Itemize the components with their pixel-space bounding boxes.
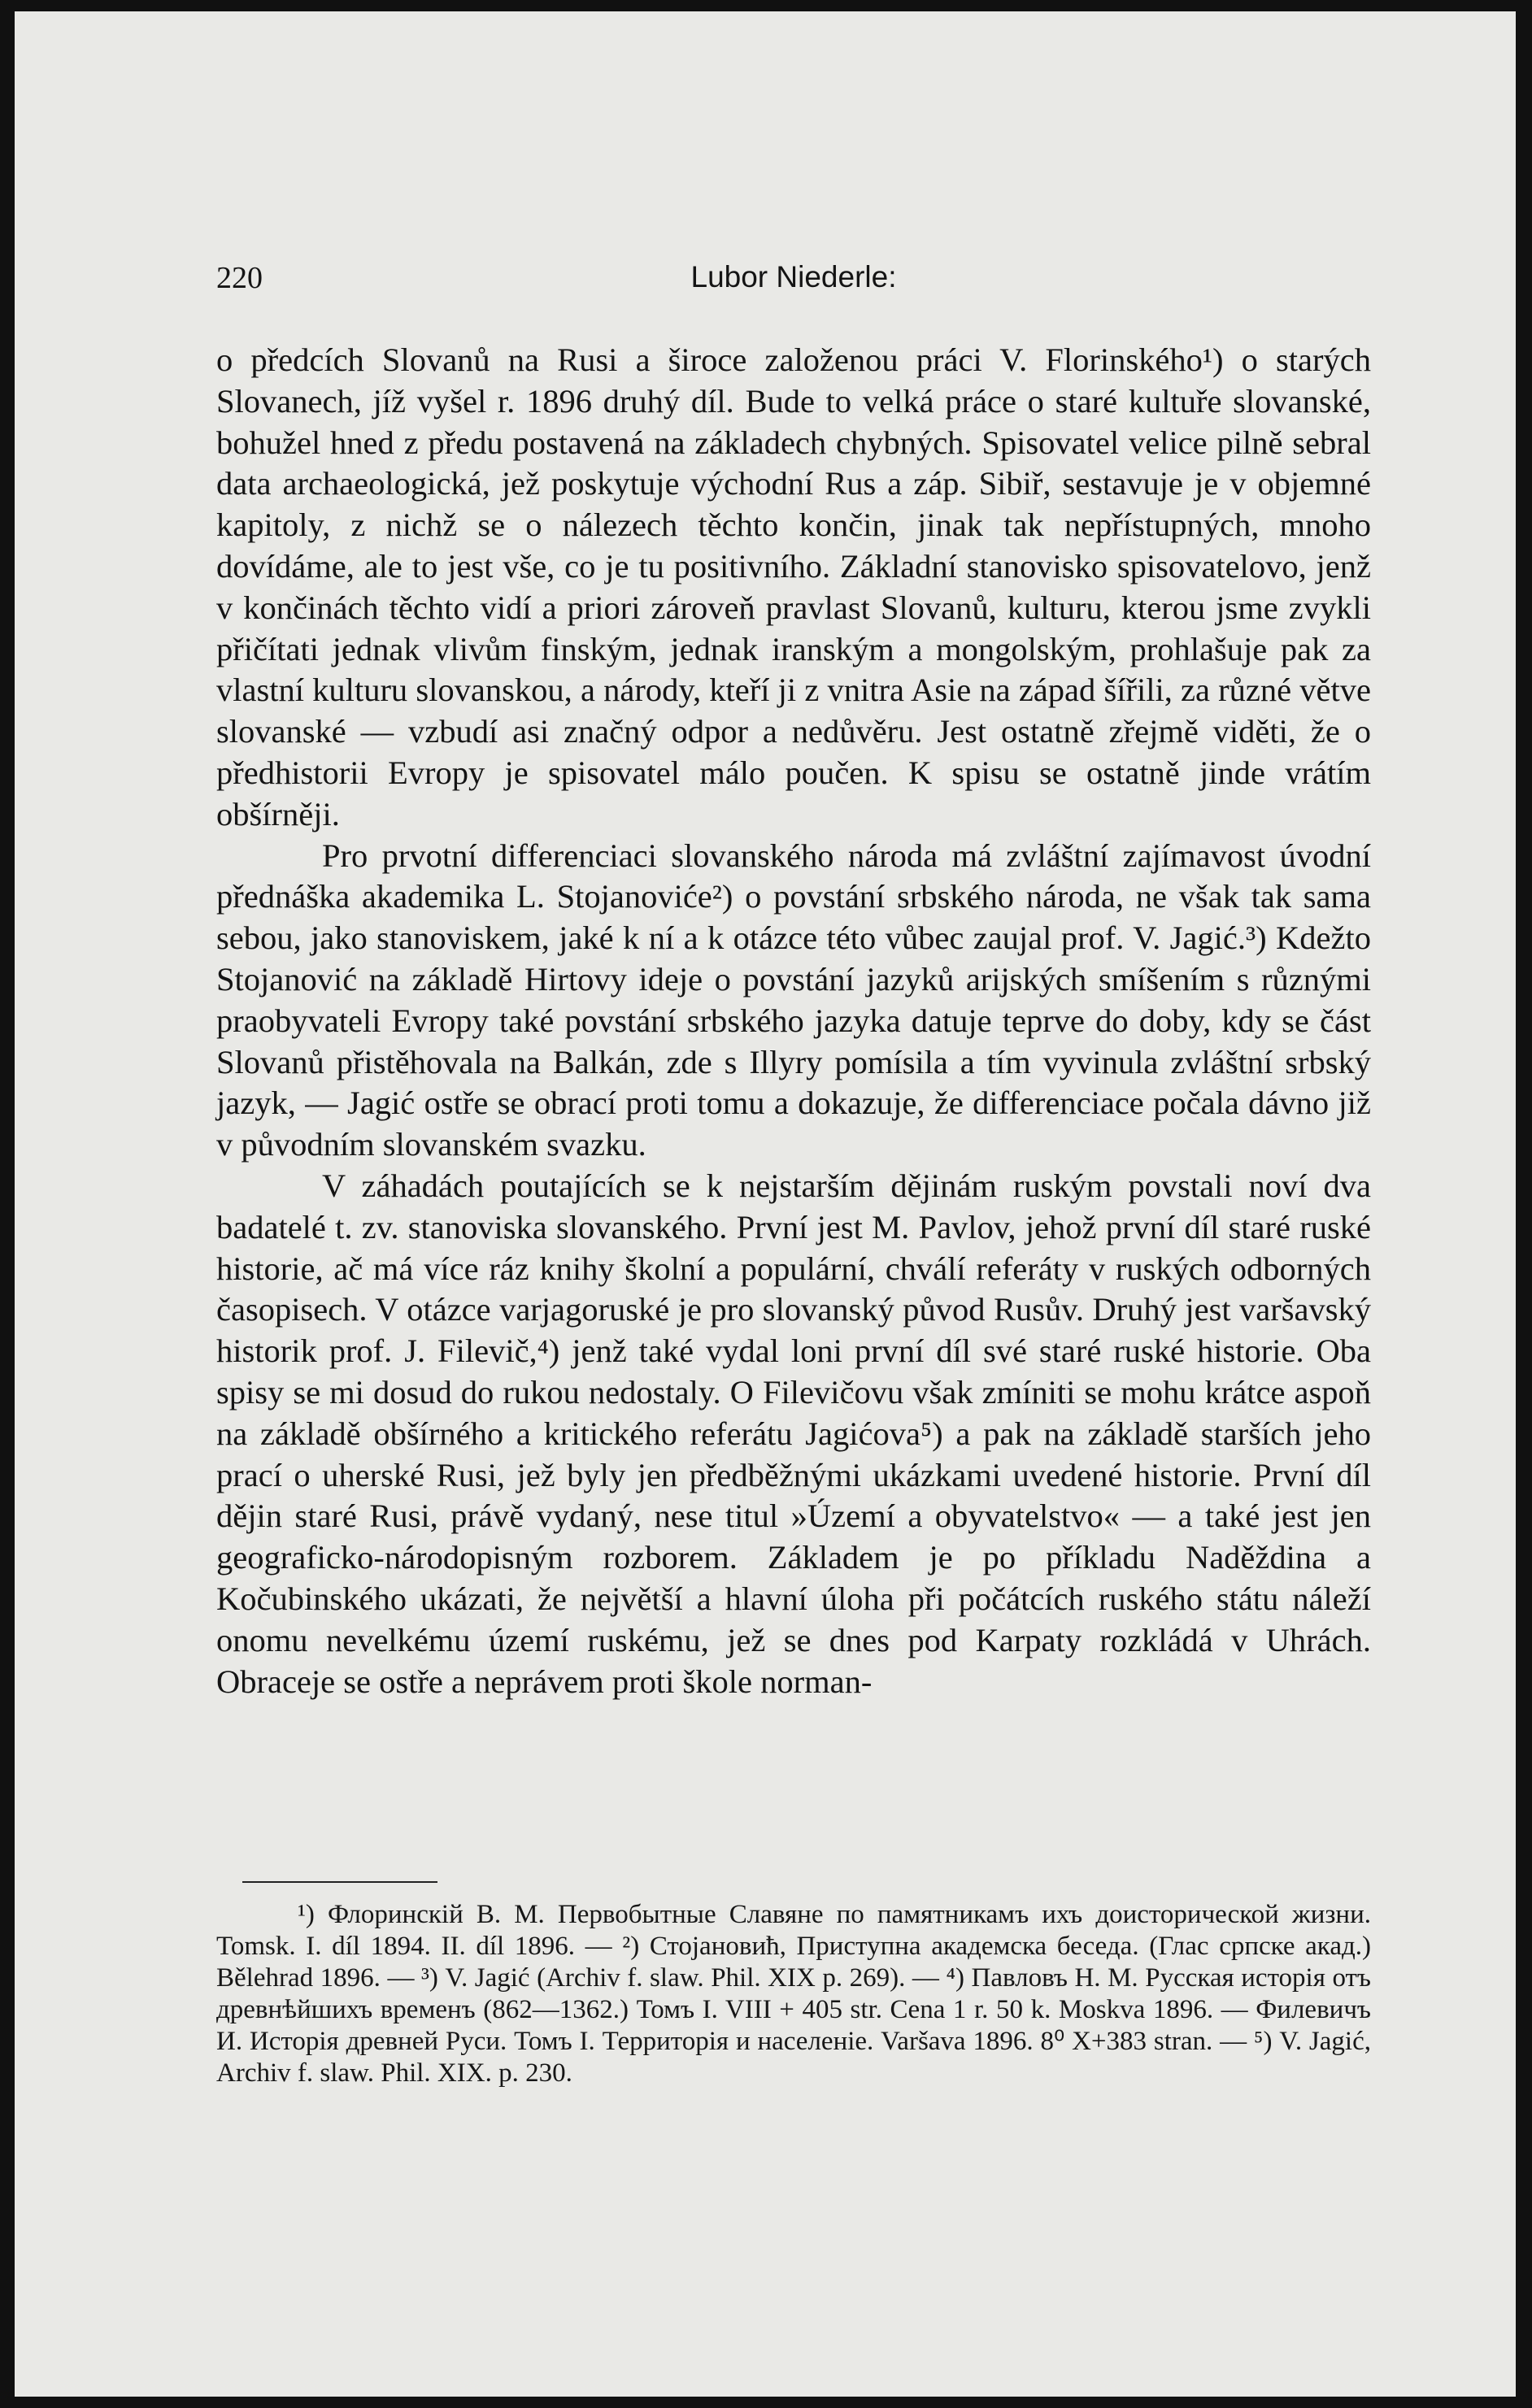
paragraph-3: V záhadách poutajících se k nejstarším dějinám ruským povstali noví dva badatelé t. zv. stanoviska slovanského. První jest M. Pavlov, jehož první díl staré ruské historie, ač má více ráz knihy školní a populární, chválí referáty v ruských odborných časopisech. V otázce varjagoruské je pro slovanský původ Rusův. Druhý jest varšavský historik prof. J. Filevič,⁴) jenž také vydal loni první díl své staré ruské historie. Oba spisy se mi dosud do rukou nedostaly. O Filevičovu však zmíniti se mohu krátce aspoň na základě obšírného a kritického referátu Jagićova⁵) a pak na základě starších jeho prací o uherské Rusi, jež byly jen předběžnými ukázkami uvedené historie. První díl dějin staré Rusi, právě vydaný, nese titul »Území a obyvatelstvo« — a také jest jen geograficko-národopisným rozborem. Základem je po příkladu Naděždina a Kočubinského ukázati, že největší a hlavní úloha při počátcích ruského státu náleží onomu nevelkému území ruskému, jež se dnes pod Karpaty rozkládá v Uhrách. Obraceje se ostře a neprávem proti škole norman- (216, 1167, 1371, 1700)
footnote-separator (242, 1881, 437, 1883)
running-title: Lubor Niederle: (690, 260, 897, 293)
paragraph-1: o předcích Slovanů na Rusi a široce založenou práci V. Florinského¹) o starých Slovanech, jíž vyšel r. 1896 druhý díl. Bude to velká práce o staré kultuře slovanské, bohužel hned z předu postavená na základech chybných. Spisovatel velice pilně sebral data archaeologická, jež poskytuje východní Rus a záp. Sibiř, sestavuje je v objemné kapitoly, z nichž se o nálezech těchto končin, jinak tak nepřístupných, mnoho dovídáme, ale to jest vše, co je tu positivního. Základní stanovisko spisovatelovo, jenž v končinách těchto vidí a priori zároveň pravlast Slovanů, kulturu, kterou jsme zvykli přičítati jednak vlivům finským, jednak iranským a mongolským, prohlašuje pak za vlastní kulturu slovanskou, a národy, kteří ji z vnitra Asie na západ šířili, za různé větve slovanské — vzbudí asi značný odpor a nedůvěru. Jest ostatně zřejmě viděti, že o předhistorii Evropy je spisovatel málo poučen. K spisu se ostatně jinde vrátím obšírněji. (216, 341, 1371, 832)
main-text (216, 340, 1371, 1702)
page-number: 220 (216, 261, 263, 295)
page-header (216, 260, 1371, 301)
footnotes (216, 1899, 1371, 2089)
footnote-text: ¹) Флоринскій В. М. Первобытные Славяне по памятникамъ ихъ доисторической жизни. Tomsk. I. díl 1894. II. díl 1896. — ²) Стојановић, Приступна академска беседа. (Глас српске акад.) Bělehrad 1896. — ³) V. Jagić (Archiv f. slaw. Phil. XIX p. 269). — ⁴) Павловъ Н. М. Русская исторія отъ древнѣйшихъ временъ (862—1362.) Томъ I. VIII + 405 str. Cena 1 r. 50 k. Moskva 1896. — Филевичъ И. Исторія древней Руси. Томъ I. Территорія и населеніе. Varšava 1896. 8⁰ X+383 stran. — ⁵) V. Jagić, Archiv f. slaw. Phil. XIX. p. 230. (216, 1900, 1371, 2088)
paragraph-2: Pro prvotní differenciaci slovanského národa má zvláštní zajímavost úvodní přednáška akademika L. Stojanoviće²) o povstání srbského národa, ne však tak sama sebou, jako stanoviskem, jaké k ní a k otázce této vůbec zaujal prof. V. Jagić.³) Kdežto Stojanović na základě Hirtovy ideje o povstání jazyků arijských smíšením s různými praobyvateli Evropy také povstání srbského jazyka datuje teprve do doby, kdy se část Slovanů přistěhovala na Balkán, zde s Illyry pomísila a tím vyvinula zvláštní srbský jazyk, — Jagić ostře se obrací proti tomu a dokazuje, že differenciace počala dávno již v původním slovanském svazku. (216, 837, 1371, 1163)
book-page (15, 11, 1516, 2397)
